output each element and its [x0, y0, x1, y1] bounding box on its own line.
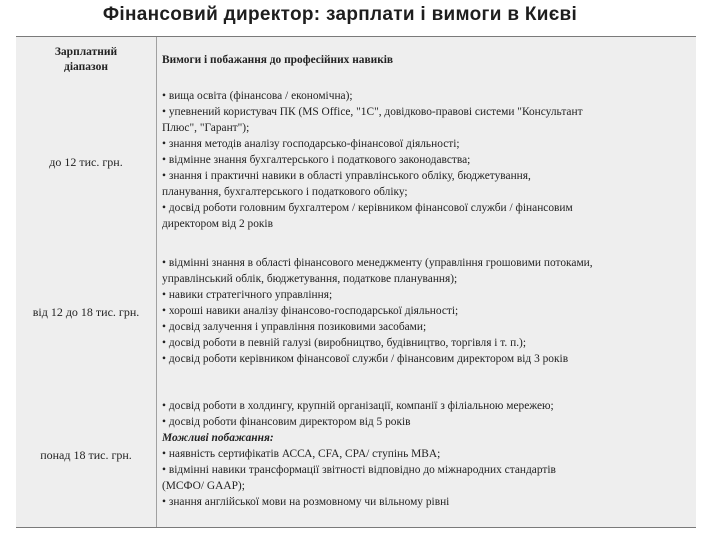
- requirement-line: • досвід роботи керівником фінансової служби / фінансовим директором від 3 років: [162, 353, 569, 365]
- header-salary-range: [16, 37, 157, 83]
- requirement-line: • відмінні навики трансформації звітності відповідно до міжнародних стандартів: [162, 464, 556, 476]
- requirement-line: директором від 2 років: [162, 218, 273, 230]
- requirement-line: • знання методів аналізу господарсько-фінансової діяльності;: [162, 138, 460, 150]
- requirements-table: [16, 36, 696, 528]
- table-row: [16, 383, 696, 527]
- requirements-cell: [162, 83, 692, 241]
- requirement-line: • знання і практичні навики в області управлінського обліку, бюджетування,: [162, 170, 531, 182]
- salary-range-cell: до 12 тис. грн.: [16, 83, 157, 241]
- requirement-line: планування, бухгалтерського і податкового обліку;: [162, 186, 408, 198]
- requirement-line: • упевнений користувач ПК (MS Office, "1С", довідково-правові системи "Консультант: [162, 106, 583, 118]
- requirement-line: • досвід роботи в холдингу, крупній організації, компанії з філіальною мережею;: [162, 400, 554, 412]
- requirement-line: Плюс", "Гарант");: [162, 122, 250, 134]
- requirement-line: • вища освіта (фінансова / економічна);: [162, 90, 353, 102]
- requirement-line: • знання англійської мови на розмовному чи вільному рівні: [162, 496, 450, 508]
- requirement-line: • відмінні знання в області фінансового менеджменту (управління грошовими потоками,: [162, 257, 593, 269]
- table-header-row: [16, 37, 696, 84]
- requirement-line: • досвід роботи фінансовим директором від 5 років: [162, 416, 411, 428]
- table-row: [16, 83, 696, 242]
- page-title: Фінансовий директор: зарплати і вимоги в Києві: [102, 4, 578, 25]
- header-requirements: Вимоги і побажання до професійних навиків: [162, 54, 394, 66]
- requirement-line: • відмінне знання бухгалтерського і податкового законодавства;: [162, 154, 471, 166]
- table-row: [16, 241, 696, 384]
- requirement-line: управлінський облік, бюджетування, податкове планування);: [162, 273, 458, 285]
- requirement-line: • хороші навики аналізу фінансово-господарської діяльності;: [162, 305, 459, 317]
- header-range-line1: Зарплатний: [54, 46, 118, 58]
- requirement-line: • досвід роботи головним бухгалтером / керівником фінансової служби / фінансовим: [162, 202, 573, 214]
- header-range-line2: діапазон: [64, 61, 108, 73]
- salary-range-cell: від 12 до 18 тис. грн.: [16, 241, 157, 383]
- requirement-line: • досвід залучення і управління позиковими засобами;: [162, 321, 427, 333]
- requirement-line: • навики стратегічного управління;: [162, 289, 333, 301]
- requirements-cell: [162, 241, 692, 383]
- wishes-subheading: Можливі побажання:: [162, 432, 274, 444]
- requirement-line: • наявність сертифікатів АССА, CFA, CPA/ ступінь MBA;: [162, 448, 441, 460]
- requirement-line: (МСФО/ GAAP);: [162, 480, 245, 492]
- salary-range-cell: понад 18 тис. грн.: [16, 383, 157, 527]
- requirements-cell: [162, 383, 692, 527]
- requirement-line: • досвід роботи в певній галузі (виробництво, будівництво, торгівля і т. п.);: [162, 337, 527, 349]
